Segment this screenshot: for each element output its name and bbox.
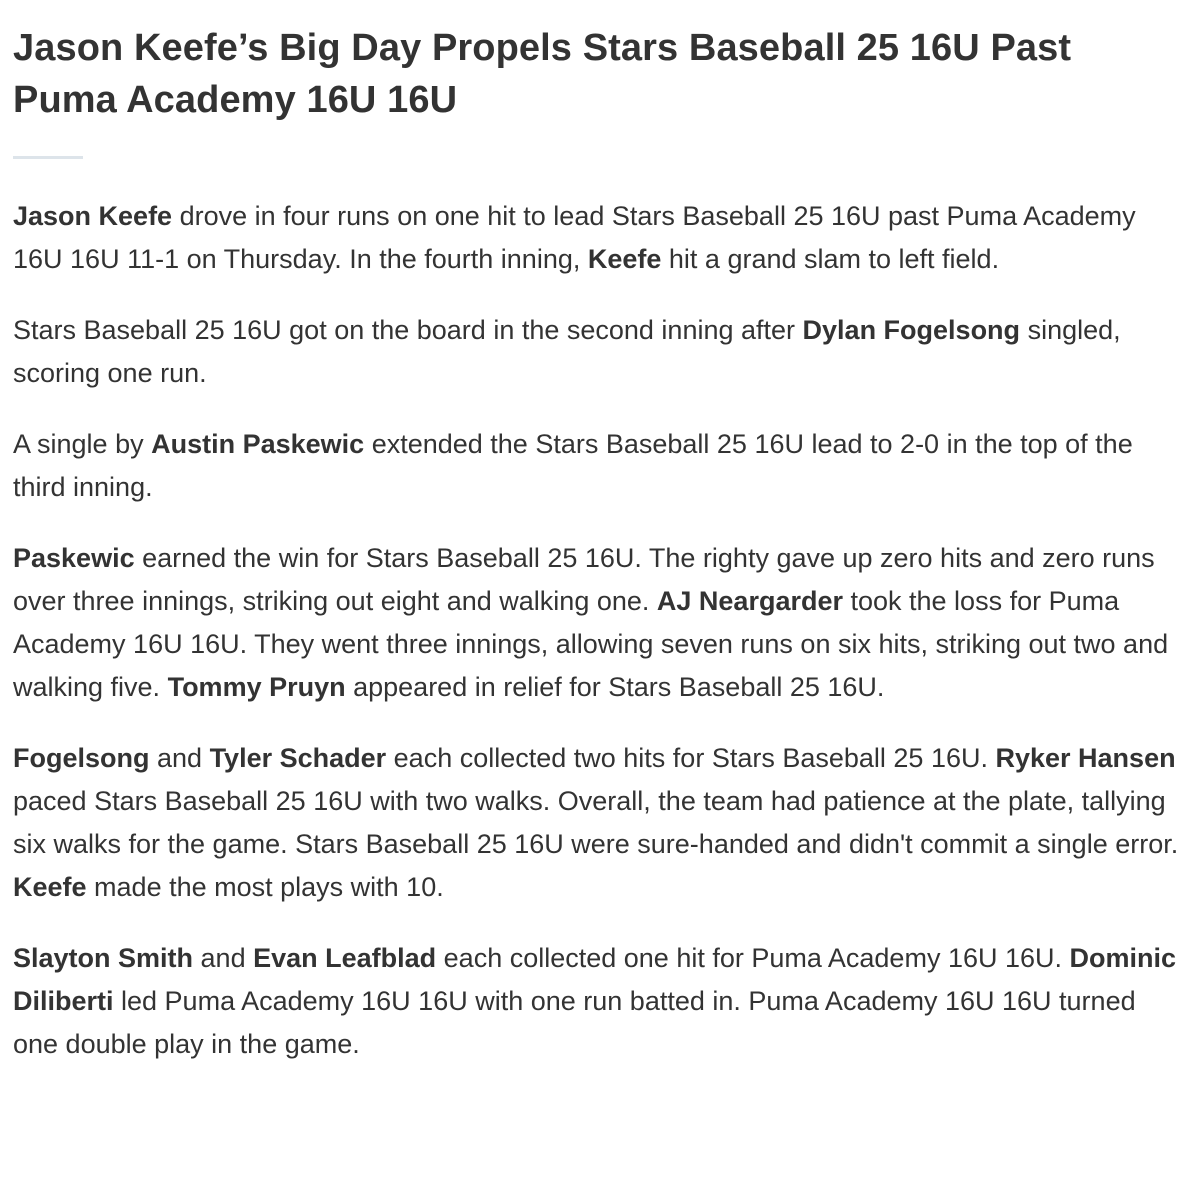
paragraph-text: Stars Baseball 25 16U got on the board in the second inning after: [13, 315, 803, 345]
paragraph-text: hit a grand slam to left field.: [661, 244, 1000, 274]
player-name: Dominic Diliberti: [13, 943, 1177, 1016]
paragraph-text: appeared in relief for Stars Baseball 25 16U.: [345, 672, 885, 702]
player-name: Ryker Hansen: [995, 743, 1176, 773]
player-name: Jason Keefe: [13, 201, 173, 231]
paragraph-text: singled, scoring one run.: [13, 315, 1121, 388]
article-paragraph-5: [13, 737, 1183, 909]
player-name: Dylan Fogelsong: [802, 315, 1021, 345]
paragraph-text: and: [193, 943, 254, 973]
article-paragraph-2: [13, 309, 1183, 395]
article-paragraph-1: [13, 195, 1183, 281]
paragraph-text: led Puma Academy 16U 16U with one run batted in. Puma Academy 16U 16U turned one double play in the game.: [13, 986, 1136, 1059]
player-name: Evan Leafblad: [253, 943, 437, 973]
paragraph-text: A single by: [13, 429, 152, 459]
article-paragraph-6: [13, 937, 1183, 1066]
player-name: Tommy Pruyn: [167, 672, 346, 702]
player-name: Paskewic: [13, 543, 135, 573]
paragraph-text: and: [149, 743, 210, 773]
article-headline: Jason Keefe’s Big Day Propels Stars Baseball 25 16U Past Puma Academy 16U 16U: [13, 27, 1072, 121]
paragraph-text: paced Stars Baseball 25 16U with two walks. Overall, the team had patience at the plate, tallying six walks for the game. Stars Baseball 25 16U were sure-handed and didn't commit a single error.: [13, 786, 1179, 859]
paragraph-text: drove in four runs on one hit to lead Stars Baseball 25 16U past Puma Academy 16U 16U 11-1 on Thursday. In the fourth inning,: [13, 201, 1136, 274]
player-name: AJ Neargarder: [656, 586, 843, 616]
article-paragraph-3: [13, 423, 1183, 509]
player-name: Slayton Smith: [13, 943, 194, 973]
player-name: Keefe: [13, 872, 87, 902]
player-name: Fogelsong: [13, 743, 150, 773]
player-name: Austin Paskewic: [151, 429, 365, 459]
paragraph-text: made the most plays with 10.: [86, 872, 444, 902]
paragraph-text: each collected one hit for Puma Academy 16U 16U.: [436, 943, 1070, 973]
paragraph-text: earned the win for Stars Baseball 25 16U. The righty gave up zero hits and zero runs over three innings, striking out eight and walking one.: [13, 543, 1155, 616]
paragraph-text: extended the Stars Baseball 25 16U lead to 2-0 in the top of the third inning.: [13, 429, 1133, 502]
player-name: Tyler Schader: [209, 743, 387, 773]
article-paragraph-4: [13, 537, 1183, 709]
headline-divider: [13, 156, 83, 159]
paragraph-text: took the loss for Puma Academy 16U 16U. They went three innings, allowing seven runs on six hits, striking out two and walking five.: [13, 586, 1169, 702]
paragraph-text: each collected two hits for Stars Baseball 25 16U.: [386, 743, 996, 773]
player-name: Keefe: [587, 244, 662, 274]
